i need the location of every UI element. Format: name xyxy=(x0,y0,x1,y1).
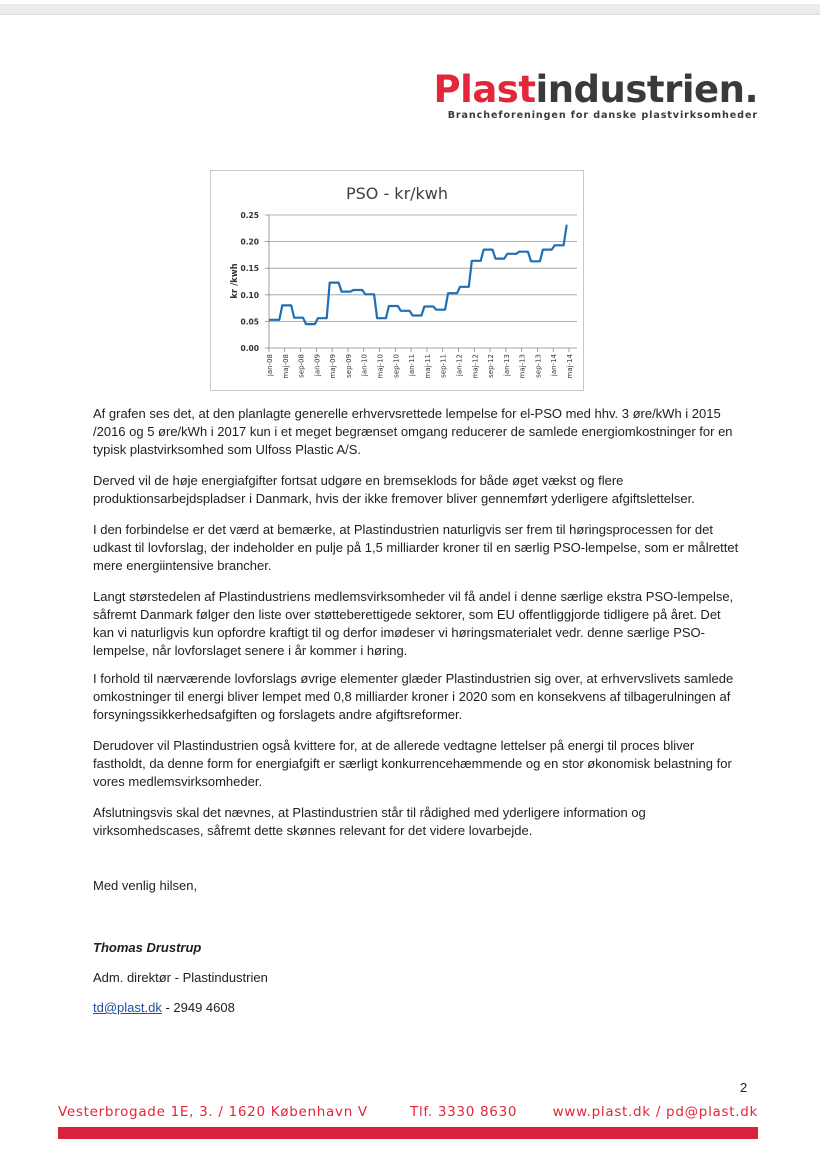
paragraph-2 xyxy=(93,472,743,508)
contact-line xyxy=(93,1000,235,1015)
paragraph-text: Derudover vil Plastindustrien også kvittere for, at de allerede vedtagne lettelser på energi til proces bliver fastholdt, da denne form for energiafgift er særligt konkurrencehæmmende og en stor økonomisk belastning for vores medlemsvirksomheder. xyxy=(93,738,732,789)
x-tick-label: sep-08 xyxy=(297,354,306,378)
logo-tagline: Brancheforeningen for danske plastvirksomheder xyxy=(447,110,758,121)
paragraph-5 xyxy=(93,670,743,724)
x-tick-label: sep-12 xyxy=(487,354,496,378)
paragraph-text: Langt størstedelen af Plastindustriens medlemsvirksomheder vil få andel i denne særlige ekstra PSO-lempelse, såfremt Danmark følger den liste over støtteberettigede sektorer, som EU offentliggjorde tidligere på året. Det kan vi naturligvis kun opfordre kraftigt til og derfor imødeser vi høringsmaterialet vedr. denne særlige PSO-lempelse, når lovforslaget senere i år kommer i høring. xyxy=(93,589,734,658)
paragraph-text: I forhold til nærværende lovforslags øvrige elementer glæder Plastindustrien sig over, at erhvervslivets samlede omkostninger til energi bliver lempet med 0,8 milliarder kroner i 2020 som en konsekvens af tilbagerulningen af forsyningssikkerhedsafgiften og forslagets andre afgiftsreformer. xyxy=(93,671,734,722)
x-tick-label: sep-11 xyxy=(439,354,448,378)
page-number: 2 xyxy=(740,1080,748,1095)
x-tick-label: jan-12 xyxy=(455,354,464,377)
chart-title: PSO - kr/kwh xyxy=(345,184,449,203)
paragraph-text: Afslutningsvis skal det nævnes, at Plastindustrien står til rådighed med yderligere information og virksomhedscases, såfremt dette skønnes relevant for det videre lovarbejde. xyxy=(93,805,646,838)
signatory-name: Thomas Drustrup xyxy=(93,940,202,955)
paragraph-text: Derved vil de høje energiafgifter fortsat udgøre en bremseklods for både øget vækst og flere produktionsarbejdspladser i Danmark, hvis der ikke fremover bliver gennemført yderligere afgiftslettelser. xyxy=(93,473,695,506)
logo-part-industrien: industrien. xyxy=(535,68,758,111)
y-tick-label: 0.05 xyxy=(240,317,259,327)
x-tick-label: maj-13 xyxy=(518,354,527,379)
x-tick-label: maj-09 xyxy=(329,354,338,379)
y-tick-label: 0.10 xyxy=(240,290,259,300)
footer-address: Vesterbrogade 1E, 3. / 1620 København V xyxy=(58,1104,368,1120)
scan-top-edge xyxy=(0,4,820,15)
x-tick-label: jan-11 xyxy=(408,354,417,377)
paragraph-4 xyxy=(93,588,743,660)
phone-number: - 2949 4608 xyxy=(161,1000,235,1015)
y-tick-label: 0.25 xyxy=(240,211,259,220)
email-link[interactable]: td@plast.dk xyxy=(93,1000,162,1015)
x-tick-label: jan-09 xyxy=(313,354,322,377)
x-tick-label: sep-13 xyxy=(534,354,543,378)
pso-chart xyxy=(210,170,584,391)
x-tick-label: sep-09 xyxy=(344,354,353,378)
x-tick-label: maj-12 xyxy=(471,354,480,379)
logo-part-plast: Plast xyxy=(433,68,536,111)
chart-y-axis-label: kr /kwh xyxy=(230,263,240,299)
y-tick-label: 0.15 xyxy=(240,264,259,274)
pso-series-line xyxy=(269,226,568,325)
footer-web[interactable]: www.plast.dk / pd@plast.dk xyxy=(552,1104,758,1120)
closing-greeting: Med venlig hilsen, xyxy=(93,878,198,893)
paragraph-1 xyxy=(93,405,743,459)
footer-red-bar xyxy=(58,1127,758,1139)
x-tick-label: maj-08 xyxy=(281,354,290,379)
signatory-title: Adm. direktør - Plastindustrien xyxy=(93,970,268,985)
footer-phone: Tlf. 3330 8630 xyxy=(410,1104,518,1120)
x-tick-label: jan-10 xyxy=(360,354,369,377)
y-tick-label: 0.20 xyxy=(240,237,259,247)
x-tick-label: maj-11 xyxy=(423,354,432,379)
x-tick-label: jan-14 xyxy=(550,354,559,377)
paragraph-text: Af grafen ses det, at den planlagte generelle erhvervsrettede lempelse for el-PSO med hhv. 3 øre/kWh i 2015 /2016 og 5 øre/kWh i 2017 kun i et meget begrænset omgang reducerer de samlede energiomkostninger for en typisk plastvirksomhed som Ulfoss Plastic A/S. xyxy=(93,406,733,457)
paragraph-text: I den forbindelse er det værd at bemærke, at Plastindustrien naturligvis ser frem til høringsprocessen for det udkast til lovforslag, der indeholder en pulje på 1,5 milliarder kroner til en særlig PSO-lempelse, som er målrettet mere energiintensive brancher. xyxy=(93,522,739,573)
paragraph-6 xyxy=(93,737,743,791)
x-tick-label: jan-13 xyxy=(502,354,511,377)
company-logo xyxy=(434,70,758,121)
x-tick-label: maj-10 xyxy=(376,354,385,379)
y-tick-label: 0.00 xyxy=(240,344,259,353)
x-tick-label: sep-10 xyxy=(392,354,401,378)
chart-canvas xyxy=(211,171,583,390)
paragraph-7 xyxy=(93,804,743,840)
x-tick-label: jan-08 xyxy=(266,354,274,377)
x-tick-label: maj-14 xyxy=(566,354,574,379)
logo-wordmark xyxy=(434,70,758,110)
paragraph-3 xyxy=(93,521,743,575)
